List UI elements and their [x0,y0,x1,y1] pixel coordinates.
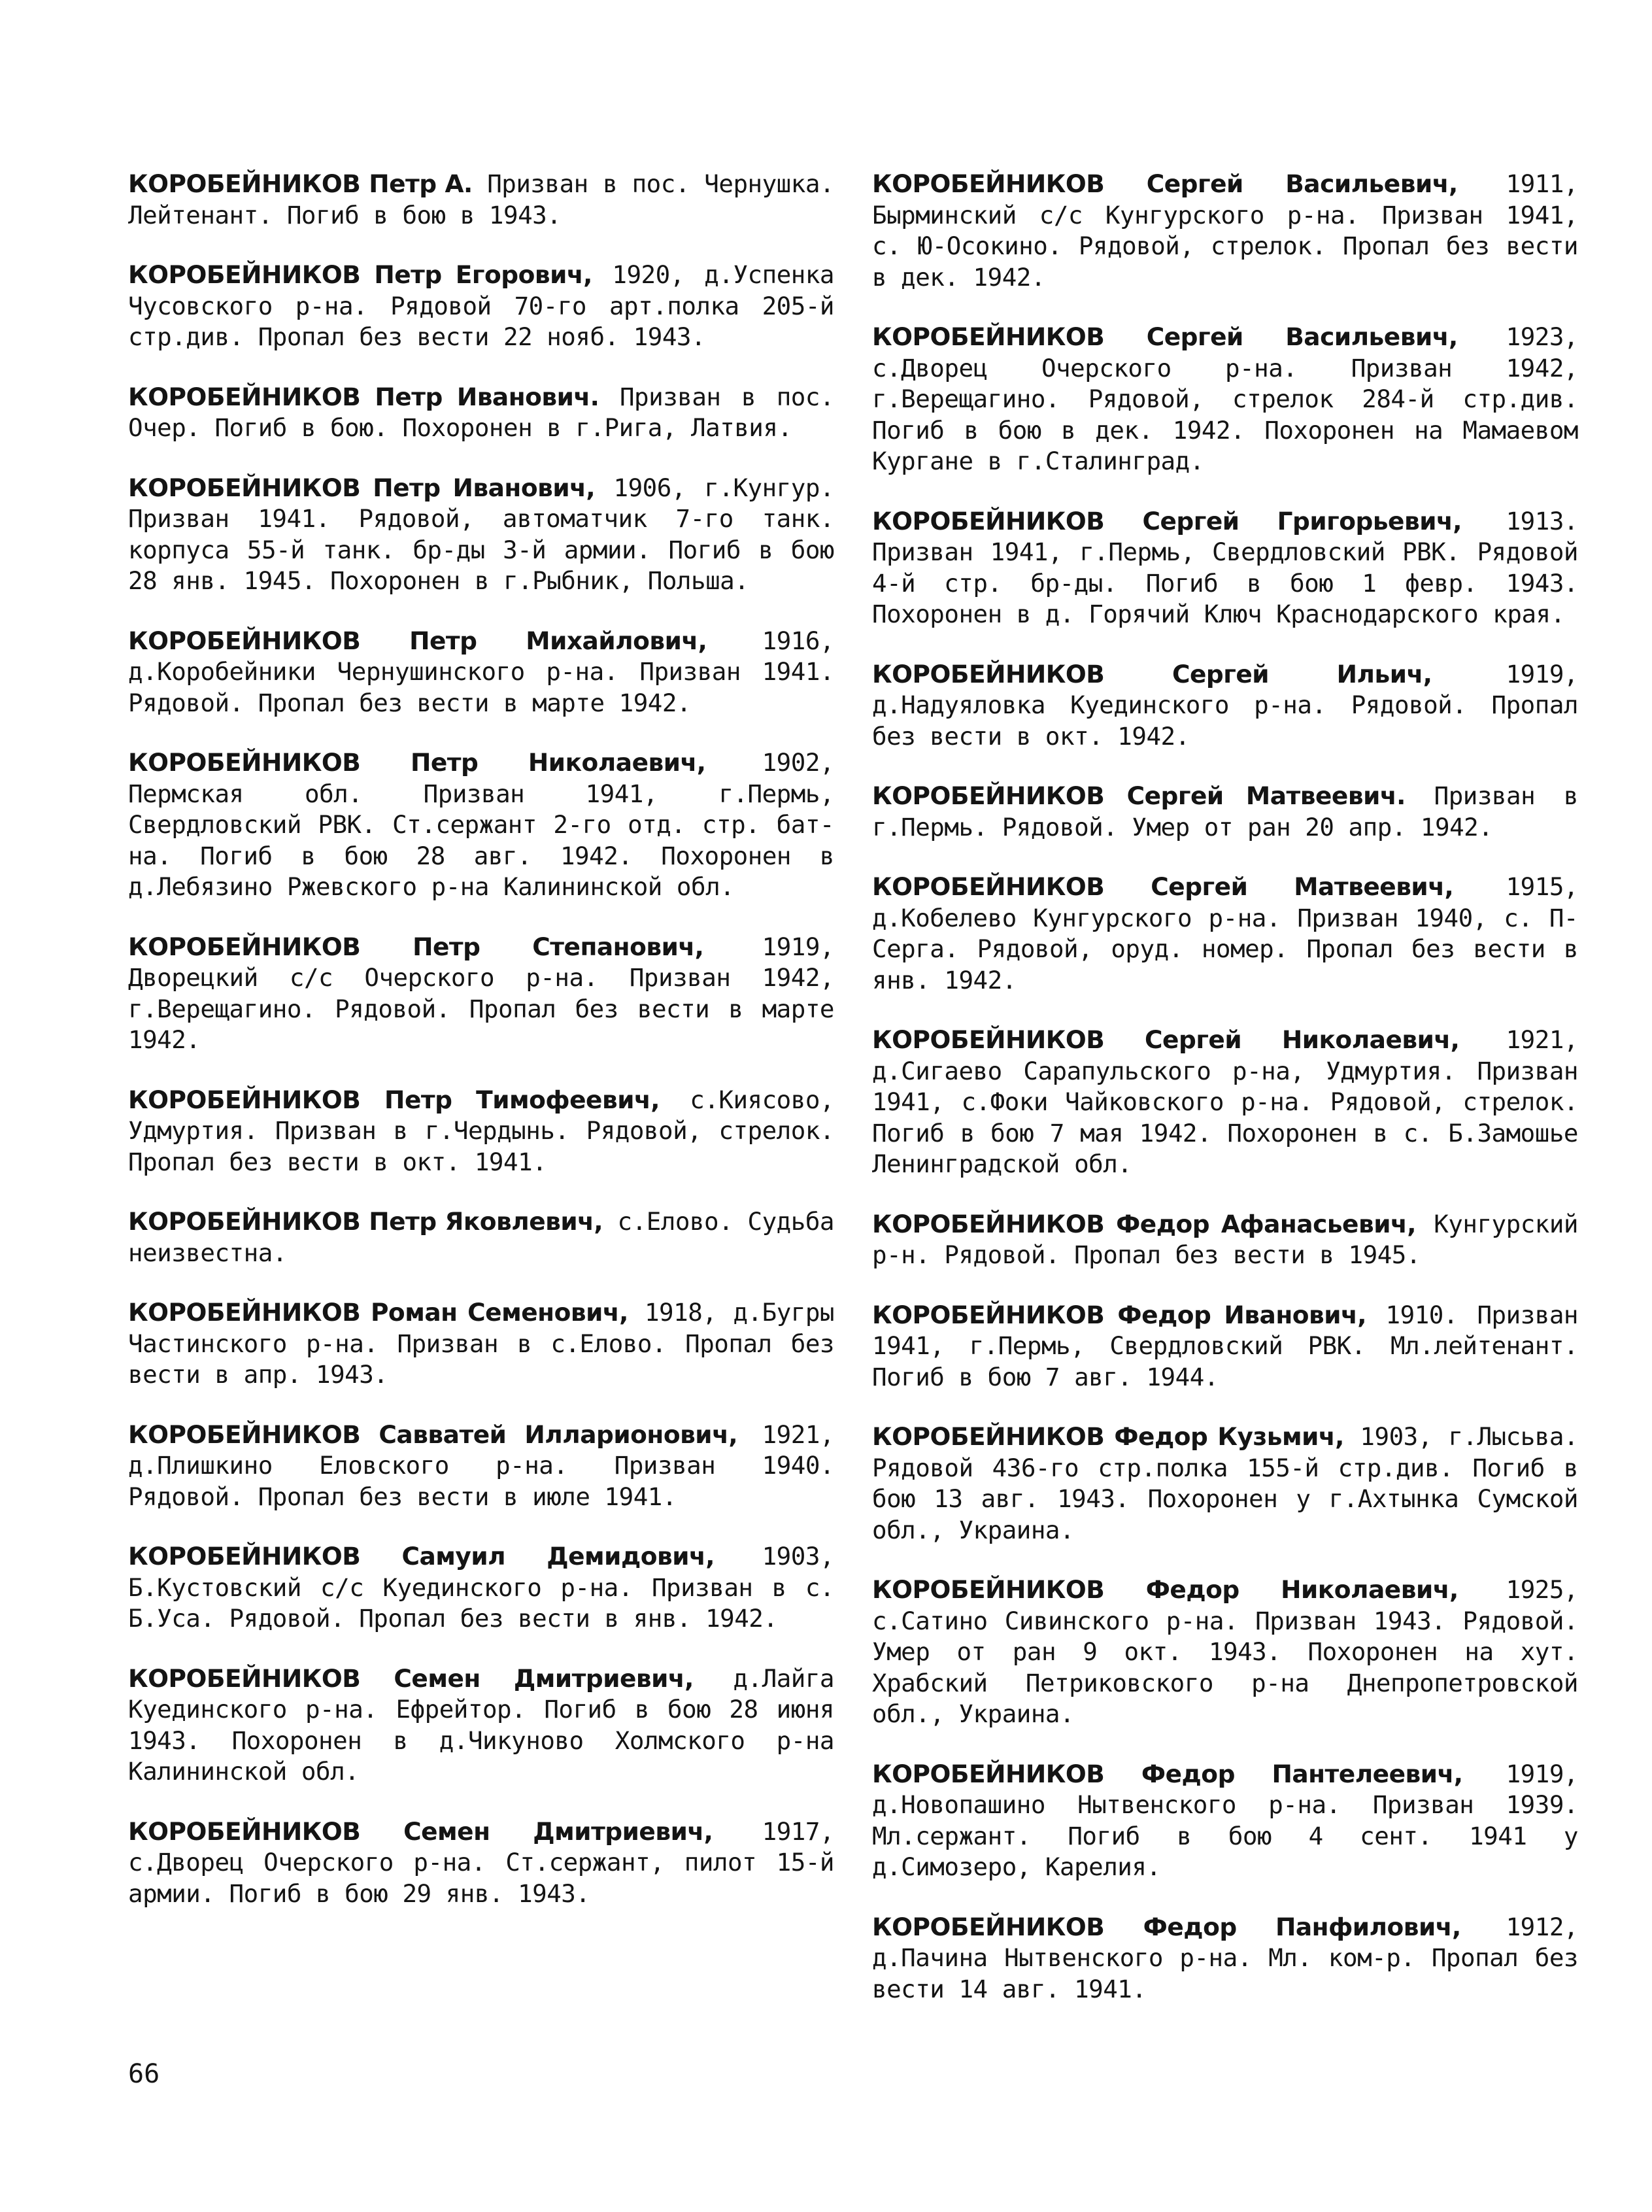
entry-details: Призван в пос. Очер. Погиб в бою. Похоронен в г.Рига, Латвия. [128,382,834,442]
register-entry [872,322,1578,477]
entry-name: КОРОБЕЙНИКОВ Самуил Демидович, [128,1542,715,1571]
entry-details: 1919, Дворецкий с/с Очерского р-на. Призван 1942, г.Верещагино. Рядовой. Пропал без вести в марте 1942. [128,932,835,1054]
entry-details: 1920, д.Успенка Чусовского р-на. Рядовой 70-го арт.полка 205-й стр.див. Пропал без вести 22 нояб. 1943. [128,260,834,351]
entry-name: КОРОБЕЙНИКОВ Федор Иванович, [872,1300,1366,1329]
register-entry [128,382,834,444]
register-entry [872,1912,1578,2005]
entry-name: КОРОБЕЙНИКОВ Семен Дмитриевич, [128,1663,694,1693]
entry-name: КОРОБЕЙНИКОВ Семен Дмитриевич, [128,1816,713,1846]
entry-name: КОРОБЕЙНИКОВ Петр Егорович, [128,260,592,289]
entry-details: 1917, с.Дворец Очерского р-на. Ст.сержант, пилот 15-й армии. Погиб в бою 29 янв. 1943. [128,1816,835,1908]
entry-details: 1910. Призван 1941, г.Пермь, Свердловский РВК. Мл.лейтенант. Погиб в бою 7 авг. 1944. [872,1300,1579,1391]
entry-details: Призван в пос. Чернушка. Лейтенант. Погиб в бою в 1943. [128,169,834,230]
entry-details: 1903, Б.Кустовский с/с Куединского р-на. Призван в с. Б.Уса. Рядовой. Пропал без вести в янв. 1942. [128,1542,834,1633]
register-entry [128,1420,834,1513]
entry-details: 1916, д.Коробейники Чернушинского р-на. Призван 1941. Рядовой. Пропал без вести в марте 1942. [128,626,835,717]
entry-details: Кунгурский р-н. Рядовой. Пропал без вести в 1945. [872,1209,1579,1269]
entry-details: д.Лайга Куединского р-на. Ефрейтор. Погиб в бою 28 июня 1943. Похоронен в д.Чикуново Холмского р-на Калининской обл. [128,1663,835,1786]
entry-details: 1919, д.Новопашино Нытвенского р-на. Призван 1939. Мл.сержант. Погиб в бою 4 сент. 1941 у д.Симозеро, Карелия. [872,1759,1578,1881]
entry-name: КОРОБЕЙНИКОВ Федор Николаевич, [872,1575,1458,1604]
register-entry [872,1209,1578,1271]
register-entry [872,659,1578,753]
entry-details: 1919, д.Надуяловка Куединского р-на. Рядовой. Пропал без вести в окт. 1942. [872,659,1578,751]
entry-details: 1906, г.Кунгур. Призван 1941. Рядовой, автоматчик 7-го танк. корпуса 55-й танк. бр-ды 3-й армии. Погиб в бою 28 янв. 1945. Похоронен в г.Рыбник, Польша. [128,473,834,595]
register-entry [128,473,834,597]
entry-name: КОРОБЕЙНИКОВ Сергей Григорьевич, [872,506,1462,536]
entry-name: КОРОБЕЙНИКОВ Сергей Матвеевич, [872,872,1454,901]
entry-name: КОРОБЕЙНИКОВ Сергей Матвеевич. [872,781,1406,810]
register-entry [128,747,834,903]
entry-details: 1913. Призван 1941, г.Пермь, Свердловский РВК. Рядовой 4-й стр. бр-ды. Погиб в бою 1 февр. 1943. Похоронен в д. Горячий Ключ Краснодарского края. [872,506,1578,628]
entry-name: КОРОБЕЙНИКОВ Петр А. [128,169,473,198]
entry-name: КОРОБЕЙНИКОВ Федор Панфилович, [872,1912,1461,1941]
entry-details: 1925, с.Сатино Сивинского р-на. Призван 1943. Рядовой. Умер от ран 9 окт. 1943. Похоронен на хут. Храбский Петриковского р-на Днепропетровской обл., Украина. [872,1575,1579,1728]
entry-name: КОРОБЕЙНИКОВ Федор Пантелеевич, [872,1759,1463,1788]
register-entry [872,1421,1578,1546]
entry-name: КОРОБЕЙНИКОВ Федор Афанасьевич, [872,1209,1416,1238]
left-column [128,169,834,1938]
entry-details: 1921, д.Сигаево Сарапульского р-на, Удмуртия. Призван 1941, с.Фоки Чайковского р-на. Рядовой, стрелок. Погиб в бою 7 мая 1942. Похоронен в с. Б.Замошье Ленинградской обл. [872,1025,1578,1178]
entry-details: 1921, д.Плишкино Еловского р-на. Призван 1940. Рядовой. Пропал без вести в июле 1941. [128,1420,834,1511]
entry-details: 1902, Пермская обл. Призван 1941, г.Пермь, Свердловский РВК. Ст.сержант 2-го отд. стр. бат-на. Погиб в бою 28 авг. 1942. Похоронен в д.Лебязино Ржевского р-на Калининской обл. [128,748,834,901]
entry-details: с.Киясово, Удмуртия. Призван в г.Чердынь. Рядовой, стрелок. Пропал без вести в окт. 1941. [128,1085,834,1176]
register-entry [128,260,834,353]
entry-name: КОРОБЕЙНИКОВ Сергей Васильевич, [872,322,1458,351]
register-entry [872,169,1578,293]
entry-name: КОРОБЕЙНИКОВ Сергей Николаевич, [872,1025,1460,1054]
register-entry [128,1541,834,1635]
register-entry [872,1300,1578,1393]
entry-name: КОРОБЕЙНИКОВ Роман Семенович, [128,1298,628,1327]
page-number: 66 [128,2059,160,2089]
entry-name: КОРОБЕЙНИКОВ Петр Иванович, [128,473,596,502]
register-entry [128,169,834,231]
register-entry [128,626,834,719]
register-entry [872,506,1578,630]
register-entry [128,1206,834,1268]
entry-name: КОРОБЕЙНИКОВ Савватей Илларионович, [128,1420,738,1449]
entry-details: 1918, д.Бугры Частинского р-на. Призван в с.Елово. Пропал без вести в апр. 1943. [128,1298,834,1389]
register-entry [128,932,834,1056]
entry-details: Призван в г.Пермь. Рядовой. Умер от ран 20 апр. 1942. [872,781,1578,842]
entry-details: 1911, Бырминский с/с Кунгурского р-на. Призван 1941, с. Ю-Осокино. Рядовой, стрелок. Пропал без вести в дек. 1942. [872,169,1579,292]
right-column [872,169,1578,2033]
entry-name: КОРОБЕЙНИКОВ Федор Кузьмич, [872,1422,1344,1451]
entry-name: КОРОБЕЙНИКОВ Сергей Ильич, [872,659,1432,689]
entry-details: 1915, д.Кобелево Кунгурского р-на. Призван 1940, с. П-Серга. Рядовой, оруд. номер. Пропал без вести в янв. 1942. [872,872,1578,995]
register-entry [872,872,1578,996]
register-entry [128,1663,834,1788]
register-entry [872,1574,1578,1730]
register-entry [872,781,1578,843]
entry-name: КОРОБЕЙНИКОВ Сергей Васильевич, [872,169,1458,198]
entry-details: с.Елово. Судьба неизвестна. [128,1207,834,1267]
entry-name: КОРОБЕЙНИКОВ Петр Иванович. [128,382,599,411]
register-entry [872,1759,1578,1883]
register-entry [128,1816,834,1910]
entry-name: КОРОБЕЙНИКОВ Петр Михайлович, [128,626,707,655]
register-entry [128,1085,834,1178]
entry-name: КОРОБЕЙНИКОВ Петр Николаевич, [128,748,706,777]
entry-name: КОРОБЕЙНИКОВ Петр Степанович, [128,932,704,961]
register-entry [872,1025,1578,1180]
entry-details: 1912, д.Пачина Нытвенского р-на. Мл. ком-р. Пропал без вести 14 авг. 1941. [872,1912,1578,2003]
entry-name: КОРОБЕЙНИКОВ Петр Тимофеевич, [128,1085,660,1114]
entry-details: 1923, с.Дворец Очерского р-на. Призван 1942, г.Верещагино. Рядовой, стрелок 284-й стр.див. Погиб в бою в дек. 1942. Похоронен на Мамаевом Кургане в г.Сталинград. [872,322,1579,475]
entry-details: 1903, г.Лысьва. Рядовой 436-го стр.полка 155-й стр.див. Погиб в бою 13 авг. 1943. Похоронен у г.Ахтынка Сумской обл., Украина. [872,1422,1579,1544]
register-entry [128,1297,834,1391]
entry-name: КОРОБЕЙНИКОВ Петр Яковлевич, [128,1207,603,1236]
